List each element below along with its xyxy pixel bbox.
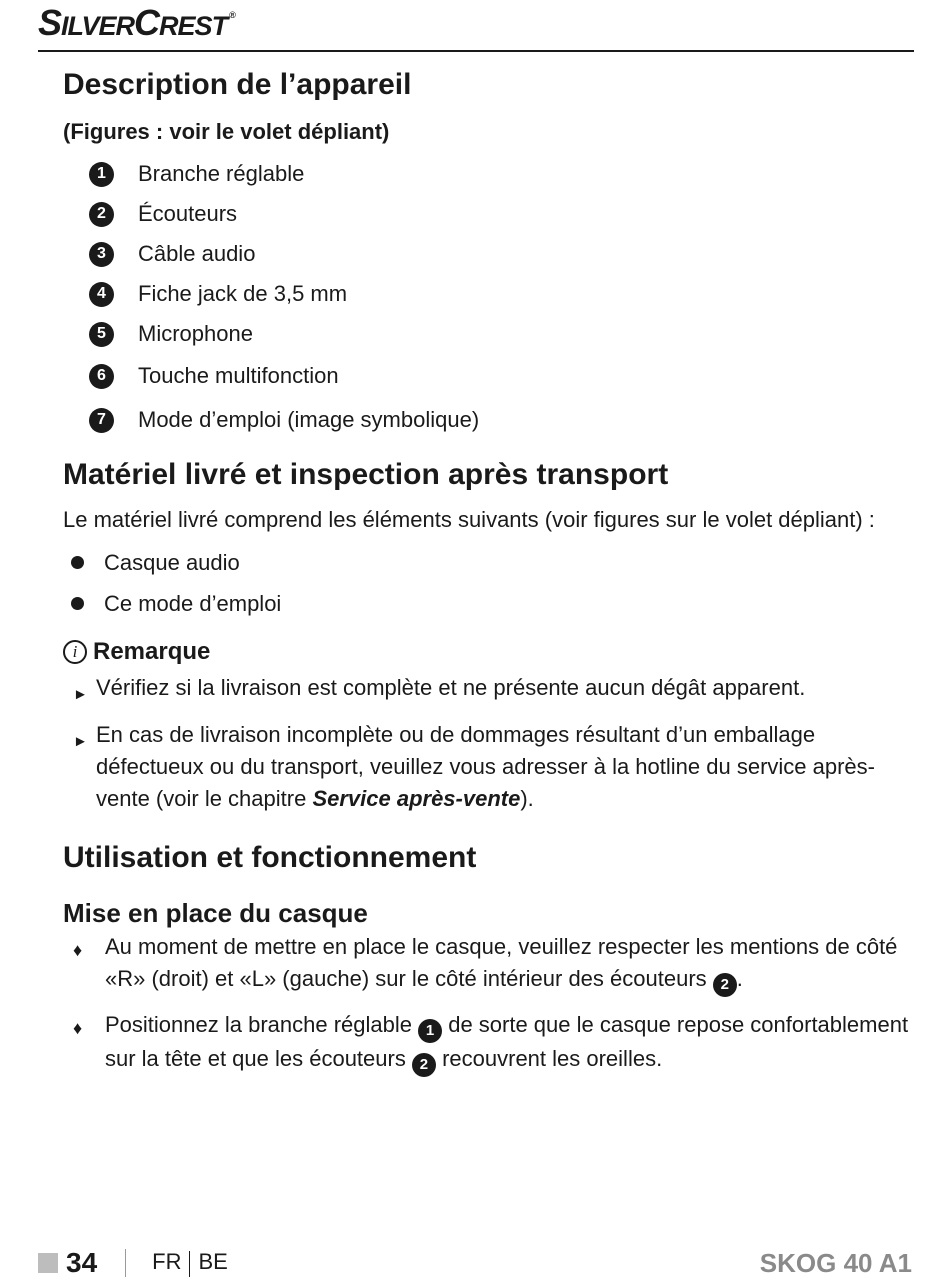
part-item: [89, 194, 913, 234]
number-badge: 5: [89, 322, 114, 347]
instruction-text-before: Au moment de mettre en place le casque, veuillez respecter les mentions de côté «R» (droit) et «L» (gauche) sur le côté intérieur des écouteurs: [105, 934, 898, 991]
number-badge: 2: [713, 973, 737, 997]
note-text: Vérifiez si la livraison est complète et ne présente aucun dégât apparent.: [96, 675, 806, 700]
page-footer: [38, 1244, 912, 1282]
part-label: Mode d’emploi (image symbolique): [138, 407, 480, 432]
part-label: Câble audio: [138, 241, 256, 266]
diamond-bullet-icon: ♦: [73, 940, 83, 960]
part-item: [89, 314, 913, 354]
arrow-right-icon: ►: [73, 733, 88, 750]
number-badge: 7: [89, 408, 114, 433]
diamond-bullet-icon: ♦: [73, 1018, 83, 1038]
brand-s: S: [38, 2, 62, 43]
note-text-after: ).: [520, 786, 534, 811]
brand-rest: REST: [159, 11, 228, 41]
part-label: Touche multifonction: [138, 363, 339, 388]
list-item: [71, 583, 913, 624]
part-label: Fiche jack de 3,5 mm: [138, 281, 348, 306]
footer-marker: [38, 1253, 58, 1273]
instruction-text-after: recouvrent les oreilles.: [435, 1046, 663, 1071]
number-badge: 1: [418, 1019, 442, 1043]
bullet-dot: [71, 556, 84, 569]
note-text-before: En cas de livraison incomplète ou de dommages résultant d’un emballage défectueux ou du transport, veuillez vous adresser à la hotline du service après-vente (voir le chapitre: [96, 722, 875, 811]
number-badge: 3: [89, 242, 114, 267]
note-heading: [63, 632, 913, 672]
section-title-usage: Utilisation et fonctionnement: [63, 841, 477, 874]
brand-ilver: ILVER: [61, 11, 135, 41]
lang-be: BE: [198, 1249, 228, 1275]
arrow-right-icon: ►: [73, 686, 88, 703]
parts-list: [63, 154, 913, 442]
figures-note: (Figures : voir le volet dépliant): [63, 119, 390, 144]
instruction-text: [105, 1009, 913, 1077]
instruction-text-middle: de sorte que le casque repose confortablement sur la tête et que les écouteurs: [105, 1012, 909, 1071]
number-badge: 4: [89, 282, 114, 307]
page-content: [63, 64, 913, 1089]
note-list: [63, 672, 913, 815]
instruction-text-before: Positionnez la branche réglable: [105, 1012, 419, 1037]
info-icon: i: [63, 640, 87, 664]
instruction-item: [63, 1009, 913, 1077]
note-title: Remarque: [93, 638, 211, 665]
fitting-list: [63, 931, 913, 1077]
list-item: [71, 542, 913, 583]
delivery-intro: Le matériel livré comprend les éléments suivants (voir figures sur le volet dépliant) :: [63, 507, 875, 532]
list-item-label: Ce mode d’emploi: [104, 590, 282, 616]
part-item: [89, 154, 913, 194]
model-number: SKOG 40 A1: [759, 1247, 912, 1278]
part-item: [89, 234, 913, 274]
footer-divider: [125, 1249, 126, 1277]
instruction-text-after: .: [736, 966, 743, 991]
chapter-reference: Service après-vente: [312, 786, 521, 811]
number-badge: 2: [89, 202, 114, 227]
part-label: Branche réglable: [138, 161, 305, 186]
page-number: 34: [66, 1247, 98, 1278]
part-item: [89, 354, 913, 398]
section-title-description: Description de l’appareil: [63, 68, 412, 101]
part-item: [89, 398, 913, 442]
number-badge: 2: [412, 1053, 436, 1077]
instruction-text: [105, 931, 913, 997]
note-item: [63, 719, 913, 815]
lang-fr: FR: [152, 1249, 182, 1275]
header-rule: [38, 50, 914, 52]
part-item: [89, 274, 913, 314]
instruction-item: [63, 931, 913, 997]
brand-c: C: [134, 2, 160, 43]
brand-logo: [38, 2, 235, 44]
bullet-dot: [71, 597, 84, 610]
part-label: Microphone: [138, 321, 253, 346]
number-badge: 1: [89, 162, 114, 187]
lang-divider: [189, 1251, 190, 1277]
note-text: [96, 719, 913, 815]
number-badge: 6: [89, 364, 114, 389]
section-title-delivery: Matériel livré et inspection après transport: [63, 458, 669, 491]
language-codes: [152, 1249, 228, 1276]
part-label: Écouteurs: [138, 201, 238, 226]
note-item: [63, 672, 913, 711]
registered-mark: ®: [229, 10, 235, 20]
subsection-title-fitting: Mise en place du casque: [63, 898, 368, 928]
list-item-label: Casque audio: [104, 549, 240, 575]
delivery-list: [63, 542, 913, 624]
